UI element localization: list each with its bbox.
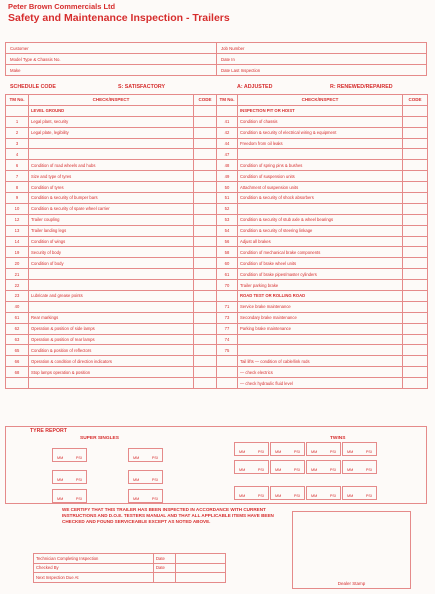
tyre-mm-label: MM [133, 478, 140, 482]
tyre-mm-label: MM [275, 468, 282, 472]
right-code-cell[interactable] [403, 105, 428, 116]
left-item-number: 6 [6, 160, 29, 171]
right-item-number [217, 356, 238, 367]
left-code-cell[interactable] [194, 116, 217, 127]
model-field[interactable]: Model Type & Chassis No. [6, 54, 217, 65]
right-item-number: 75 [217, 345, 238, 356]
left-code-cell[interactable] [194, 160, 217, 171]
dealer-stamp-box [292, 511, 411, 589]
right-item-number: 56 [217, 236, 238, 247]
left-item-label: Size and type of tyres [29, 171, 194, 182]
left-item-label: Condition of tyres [29, 182, 194, 193]
left-item-label: Condition of body [29, 258, 194, 269]
left-item-label: Condition & security of bumper bars [29, 193, 194, 204]
right-code-cell[interactable] [403, 138, 428, 149]
table-row [6, 214, 428, 225]
left-item-number: 65 [6, 345, 29, 356]
right-item-label: Condition of brake pipes/master cylinders [238, 269, 403, 280]
right-item-number [217, 291, 238, 302]
table-row [6, 312, 428, 323]
header-fields-table [5, 42, 427, 76]
tyre-mm-label: MM [275, 450, 282, 454]
right-item-number: 52 [217, 203, 238, 214]
right-item-label: Adjust all brakes [238, 236, 403, 247]
left-item-number: 68 [6, 367, 29, 378]
left-item-number: 19 [6, 247, 29, 258]
tyre-mm-label: MM [347, 468, 354, 472]
left-item-label [29, 138, 194, 149]
left-code-cell[interactable] [194, 225, 217, 236]
right-code-cell[interactable] [403, 203, 428, 214]
tyre-mm-label: MM [239, 494, 246, 498]
tyre-entry-box[interactable] [52, 448, 87, 462]
tyre-entry-box[interactable] [270, 442, 305, 456]
right-item-label: Condition of brake wheel units [238, 258, 403, 269]
right-code-cell[interactable] [403, 247, 428, 258]
right-item-label [238, 334, 403, 345]
left-item-number: 13 [6, 225, 29, 236]
left-code-cell[interactable] [194, 247, 217, 258]
right-item-label: Trailer parking brake [238, 280, 403, 291]
schedule-renewed-label: R: RENEWED/REPAIRED [330, 84, 393, 90]
right-item-number: 58 [217, 247, 238, 258]
right-code-cell[interactable] [403, 280, 428, 291]
left-item-label: LEVEL GROUND [29, 105, 194, 116]
tyre-psi-label: PSI [151, 497, 158, 501]
left-item-label: Condition of road wheels and hubs [29, 160, 194, 171]
right-item-number: 42 [217, 127, 238, 138]
right-item-label: Condition of mechanical brake components [238, 247, 403, 258]
left-code-cell[interactable] [194, 334, 217, 345]
tyre-mm-label: MM [239, 468, 246, 472]
right-item-label: Tail lifts — condition of cable/link rods [238, 356, 403, 367]
right-code-cell[interactable] [403, 182, 428, 193]
left-code-cell[interactable] [194, 345, 217, 356]
tyre-entry-box[interactable] [306, 486, 341, 500]
right-code-cell[interactable] [403, 171, 428, 182]
tyre-psi-label: PSI [365, 468, 372, 472]
left-item-number: 7 [6, 171, 29, 182]
tyre-psi-label: PSI [257, 450, 264, 454]
checked-date-field[interactable] [176, 563, 226, 573]
certification-text: WE CERTIFY THAT THIS TRAILER HAS BEEN INSPECTED IN ACCORDANCE WITH CURRENT INSTRUCTIONS AND D.O.E. TESTERS MANUAL AND THAT ALL APPLICABLE ITEMS HAVE BEEN CHECKED AND FOUND SERVICEABLE EXCEPT AS NOTED ABOVE. [62, 507, 274, 524]
tyre-psi-label: PSI [329, 494, 336, 498]
tyre-psi-label: PSI [151, 456, 158, 460]
table-row [6, 280, 428, 291]
left-code-cell[interactable] [194, 258, 217, 269]
tyre-entry-box[interactable] [270, 486, 305, 500]
left-code-cell[interactable] [194, 149, 217, 160]
left-item-number: 63 [6, 334, 29, 345]
left-code-cell[interactable] [194, 171, 217, 182]
right-check-header: CHECK/INSPECT [238, 95, 403, 106]
right-item-number: 71 [217, 301, 238, 312]
tyre-entry-box[interactable] [128, 448, 163, 462]
left-item-number: 62 [6, 323, 29, 334]
left-item-number: 23 [6, 291, 29, 302]
left-item-number: 4 [6, 149, 29, 160]
table-row [6, 258, 428, 269]
tyre-psi-label: PSI [257, 468, 264, 472]
table-row [6, 116, 428, 127]
schedule-adjusted-label: A: ADJUSTED [237, 84, 273, 90]
right-code-cell[interactable] [403, 301, 428, 312]
left-item-label: Lubricate and grease points [29, 291, 194, 302]
left-item-label: Operation & position of side lamps [29, 323, 194, 334]
tyre-entry-box[interactable] [234, 460, 269, 474]
left-code-cell[interactable] [194, 312, 217, 323]
right-item-label: Secondary brake maintenance [238, 312, 403, 323]
left-item-number: 22 [6, 280, 29, 291]
left-item-label [29, 269, 194, 280]
right-item-number: 51 [217, 193, 238, 204]
tyre-psi-label: PSI [75, 478, 82, 482]
right-item-label: Service brake maintenance [238, 301, 403, 312]
left-item-number: 20 [6, 258, 29, 269]
right-item-label: Condition of spring pins & bushes [238, 160, 403, 171]
table-row [6, 345, 428, 356]
signoff-table [33, 553, 226, 583]
left-item-label: Condition & security of spare wheel carrier [29, 203, 194, 214]
tyre-entry-box[interactable] [342, 460, 377, 474]
right-item-label: — check hydraulic fluid level [238, 378, 403, 389]
right-code-cell[interactable] [403, 367, 428, 378]
left-item-number: 40 [6, 301, 29, 312]
technician-field[interactable]: Technician Completing Inspection [34, 554, 154, 564]
customer-field[interactable]: Customer [6, 43, 217, 54]
left-item-label: Condition of wings [29, 236, 194, 247]
tyre-psi-label: PSI [75, 497, 82, 501]
right-item-number [217, 378, 238, 389]
right-code-cell[interactable] [403, 378, 428, 389]
right-item-number: 44 [217, 138, 238, 149]
schedule-code-label: SCHEDULE CODE [10, 84, 56, 90]
right-code-cell[interactable] [403, 149, 428, 160]
right-code-cell[interactable] [403, 116, 428, 127]
left-item-number: 8 [6, 182, 29, 193]
right-code-cell[interactable] [403, 258, 428, 269]
left-item-label [29, 280, 194, 291]
tyre-report-title: TYRE REPORT [30, 428, 67, 434]
checked-date-label: Date [154, 563, 176, 573]
table-row [6, 367, 428, 378]
tyre-mm-label: MM [133, 456, 140, 460]
left-item-label: Trailer coupling [29, 214, 194, 225]
right-item-number: 47 [217, 149, 238, 160]
right-item-label: — check electrics [238, 367, 403, 378]
tyre-psi-label: PSI [257, 494, 264, 498]
left-tm-header: TM No. [6, 95, 29, 106]
right-code-cell[interactable] [403, 291, 428, 302]
table-row [6, 356, 428, 367]
left-item-label: Operation & position of rear lamps [29, 334, 194, 345]
tyre-entry-box[interactable] [52, 489, 87, 503]
table-row [6, 291, 428, 302]
left-item-number: 61 [6, 312, 29, 323]
tyre-psi-label: PSI [329, 450, 336, 454]
right-item-number: 54 [217, 225, 238, 236]
right-item-label: Condition & security of electrical wiring & equipment [238, 127, 403, 138]
left-item-label: Stop lamps operation & position [29, 367, 194, 378]
right-item-number: 70 [217, 280, 238, 291]
left-code-cell[interactable] [194, 323, 217, 334]
right-item-number: 41 [217, 116, 238, 127]
left-item-number: 21 [6, 269, 29, 280]
right-item-number: 48 [217, 160, 238, 171]
right-code-cell[interactable] [403, 236, 428, 247]
left-code-cell[interactable] [194, 356, 217, 367]
left-code-cell[interactable] [194, 367, 217, 378]
table-row [6, 149, 428, 160]
table-row [6, 160, 428, 171]
table-row [6, 334, 428, 345]
right-code-cell[interactable] [403, 160, 428, 171]
left-code-cell[interactable] [194, 378, 217, 389]
left-item-label [29, 149, 194, 160]
table-row [6, 105, 428, 116]
date-last-inspection-field[interactable]: Date Last Inspection [217, 65, 427, 76]
left-item-number: 2 [6, 127, 29, 138]
next-inspection-field[interactable]: Next Inspection Due At [34, 573, 154, 583]
tyre-mm-label: MM [57, 456, 64, 460]
tyre-psi-label: PSI [293, 450, 300, 454]
right-item-number: 53 [217, 214, 238, 225]
table-row [6, 236, 428, 247]
left-code-cell[interactable] [194, 291, 217, 302]
right-item-label: INSPECTION PIT OR HOIST [238, 105, 403, 116]
tyre-mm-label: MM [57, 497, 64, 501]
technician-date-label: Date [154, 554, 176, 564]
right-item-label: Condition of chassis [238, 116, 403, 127]
table-row [6, 301, 428, 312]
table-row [6, 127, 428, 138]
right-item-number [217, 105, 238, 116]
page-title: Safety and Maintenance Inspection - Trailers [8, 12, 230, 24]
inspection-table [5, 94, 428, 389]
tyre-mm-label: MM [133, 497, 140, 501]
tyre-mm-label: MM [57, 478, 64, 482]
table-row [6, 182, 428, 193]
left-item-label: Legal plant, security [29, 116, 194, 127]
tyre-mm-label: MM [311, 450, 318, 454]
right-item-label: Condition & security of stub axle & wheel bearings [238, 214, 403, 225]
job-number-field[interactable]: Job Number [217, 43, 427, 54]
right-item-label [238, 345, 403, 356]
left-item-number: 66 [6, 356, 29, 367]
tyre-entry-box[interactable] [306, 442, 341, 456]
right-item-label: Parking brake maintenance [238, 323, 403, 334]
right-code-cell[interactable] [403, 193, 428, 204]
left-item-number: 14 [6, 236, 29, 247]
tyre-entry-box[interactable] [342, 442, 377, 456]
left-code-cell[interactable] [194, 203, 217, 214]
tyre-entry-box[interactable] [234, 486, 269, 500]
table-row [6, 138, 428, 149]
right-item-label: Condition & security of steering linkage [238, 225, 403, 236]
left-code-cell[interactable] [194, 193, 217, 204]
table-row [6, 203, 428, 214]
right-code-cell[interactable] [403, 356, 428, 367]
right-item-label: Attachment of suspension units [238, 182, 403, 193]
right-item-label: Freedom from oil leaks [238, 138, 403, 149]
tyre-psi-label: PSI [293, 494, 300, 498]
table-row [6, 225, 428, 236]
tyre-psi-label: PSI [365, 450, 372, 454]
right-item-number: 77 [217, 323, 238, 334]
company-name: Peter Brown Commercials Ltd [8, 2, 116, 11]
right-item-label: Condition & security of shock absorbers [238, 193, 403, 204]
tyre-mm-label: MM [347, 450, 354, 454]
right-item-number: 74 [217, 334, 238, 345]
left-check-header: CHECK/INSPECT [29, 95, 194, 106]
tyre-psi-label: PSI [75, 456, 82, 460]
right-item-number: 73 [217, 312, 238, 323]
left-code-cell[interactable] [194, 280, 217, 291]
right-item-number: 50 [217, 182, 238, 193]
right-code-header: CODE [403, 95, 428, 106]
tyre-psi-label: PSI [151, 478, 158, 482]
left-code-cell[interactable] [194, 269, 217, 280]
left-item-label: Legal plate, legibility [29, 127, 194, 138]
right-tm-header: TM No. [217, 95, 238, 106]
table-row [6, 269, 428, 280]
left-code-cell[interactable] [194, 182, 217, 193]
left-code-cell[interactable] [194, 127, 217, 138]
date-in-field[interactable]: Date In [217, 54, 427, 65]
make-field[interactable]: Make [6, 65, 217, 76]
right-item-label: ROAD TEST OR ROLLING ROAD [238, 291, 403, 302]
left-code-cell[interactable] [194, 105, 217, 116]
right-code-cell[interactable] [403, 323, 428, 334]
super-singles-label: SUPER SINGLES [80, 436, 119, 441]
twins-label: TWINS [330, 436, 346, 441]
tyre-mm-label: MM [347, 494, 354, 498]
left-item-number: 3 [6, 138, 29, 149]
left-item-number [6, 378, 29, 389]
right-item-number [217, 367, 238, 378]
left-code-cell[interactable] [194, 138, 217, 149]
tyre-mm-label: MM [311, 494, 318, 498]
tyre-entry-box[interactable] [234, 442, 269, 456]
left-item-label: Operation & condition of direction indicators [29, 356, 194, 367]
left-item-number: 10 [6, 203, 29, 214]
left-item-label: Condition & position of reflectors [29, 345, 194, 356]
left-item-number: 1 [6, 116, 29, 127]
right-item-number: 60 [217, 258, 238, 269]
right-item-label [238, 203, 403, 214]
tyre-entry-box[interactable] [52, 470, 87, 484]
right-code-cell[interactable] [403, 214, 428, 225]
table-row [6, 193, 428, 204]
left-item-number: 12 [6, 214, 29, 225]
right-item-number: 61 [217, 269, 238, 280]
dealer-stamp-label: Dealer Stamp [337, 581, 366, 586]
right-code-cell[interactable] [403, 345, 428, 356]
left-code-header: CODE [194, 95, 217, 106]
left-item-label [29, 301, 194, 312]
right-code-cell[interactable] [403, 334, 428, 345]
tyre-entry-box[interactable] [270, 460, 305, 474]
tyre-entry-box[interactable] [128, 470, 163, 484]
schedule-satisfactory-label: S: SATISFACTORY [118, 84, 165, 90]
right-code-cell[interactable] [403, 312, 428, 323]
left-item-label [29, 378, 194, 389]
right-code-cell[interactable] [403, 269, 428, 280]
right-item-label: Condition of suspension units [238, 171, 403, 182]
technician-date-field[interactable] [176, 554, 226, 564]
checked-by-field[interactable]: Checked By [34, 563, 154, 573]
tyre-psi-label: PSI [329, 468, 336, 472]
tyre-mm-label: MM [239, 450, 246, 454]
left-item-label: Trailer landing legs [29, 225, 194, 236]
right-item-label [238, 149, 403, 160]
left-item-label: Rear markings [29, 312, 194, 323]
tyre-entry-box[interactable] [128, 489, 163, 503]
left-item-label: Security of body [29, 247, 194, 258]
tyre-entry-box[interactable] [306, 460, 341, 474]
left-code-cell[interactable] [194, 301, 217, 312]
tyre-psi-label: PSI [293, 468, 300, 472]
right-code-cell[interactable] [403, 225, 428, 236]
left-item-number: 9 [6, 193, 29, 204]
table-row [6, 247, 428, 258]
tyre-entry-box[interactable] [342, 486, 377, 500]
left-code-cell[interactable] [194, 236, 217, 247]
tyre-mm-label: MM [275, 494, 282, 498]
right-item-number: 49 [217, 171, 238, 182]
left-item-number [6, 105, 29, 116]
table-row [6, 323, 428, 334]
table-row [6, 171, 428, 182]
tyre-mm-label: MM [311, 468, 318, 472]
table-row [6, 378, 428, 389]
tyre-psi-label: PSI [365, 494, 372, 498]
left-code-cell[interactable] [194, 214, 217, 225]
right-code-cell[interactable] [403, 127, 428, 138]
